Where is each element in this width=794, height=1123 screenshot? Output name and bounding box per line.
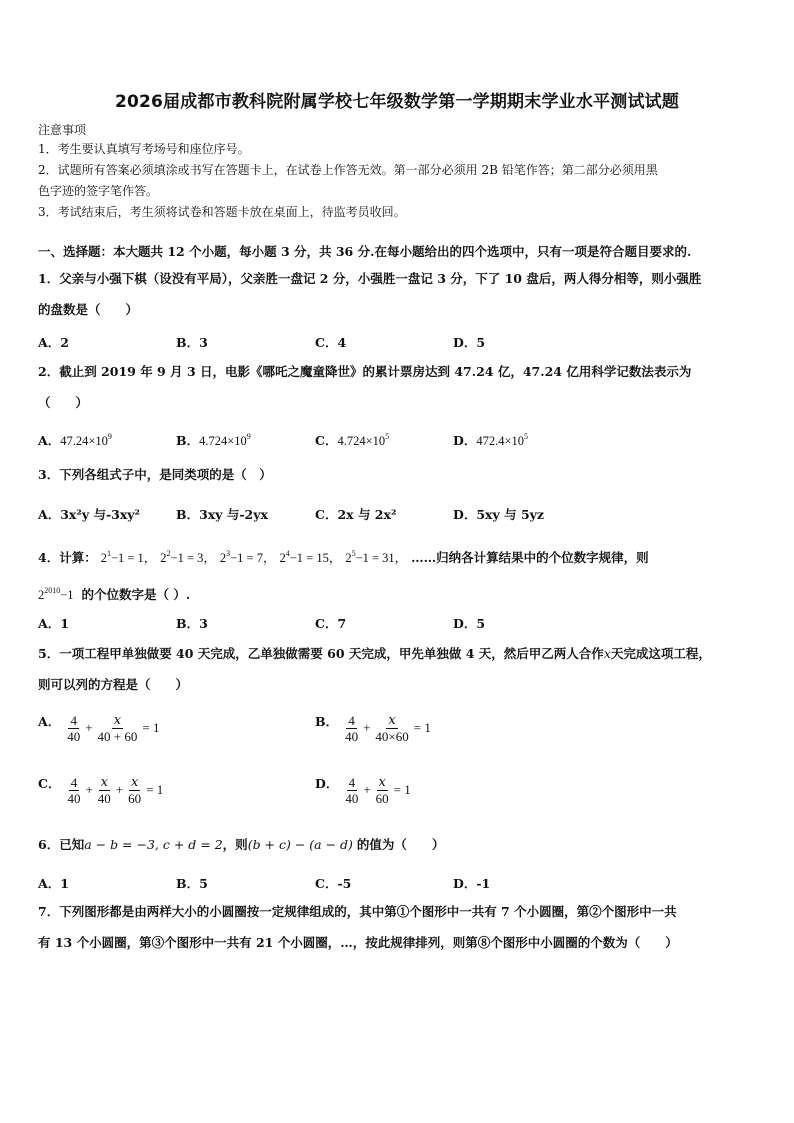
section-heading: 一、选择题：本大题共 12 个小题，每小题 3 分，共 36 分.在每小题给出的四个选项中，只有一项是符合题目要求的.	[38, 244, 692, 259]
question-4-text: 4．计算： $2^1-1 = 1$， $2^2-1 = 3$， $2^3-1 = 7$， $2^4-1 = 15$， $2^5-1 = 31$， ……归纳各计算结果中的个位数字规律，则	[38, 549, 649, 565]
question-1-text-cont: 的盘数是（ ）	[38, 302, 139, 317]
question-7-text: 7．下列图形都是由两样大小的小圆圈按一定规律组成的，其中第①个图形中一共有 7 个小圆圈，第②个图形中一共	[38, 904, 677, 919]
q2-option-c: C．$4.724\times 10^5$	[315, 432, 390, 448]
notice-item: 1．考生要认真填写考场号和座位序号。	[38, 142, 250, 156]
question-4-text-cont: $2^{2010}-1$ 的个位数字是（ ）.	[38, 586, 191, 602]
q6-option-a: A．1	[38, 876, 69, 891]
question-5-text: 5．一项工程甲单独做要 40 天完成，乙单独做需要 60 天完成，甲先单独做 4 天，然后甲乙两人合作x天完成这项工程，	[38, 646, 711, 661]
q6-option-c: C．-5	[315, 876, 352, 891]
exam-title: 2026届成都市教科院附属学校七年级数学第一学期期末学业水平测试试题	[114, 92, 680, 112]
q1-option-c: C．4	[315, 335, 347, 350]
q3-option-b: B．3xy 与-2yx	[176, 507, 268, 522]
q4-item: $2^3-1 = 7$，	[219, 549, 276, 565]
q3-option-c: C．2x 与 2x²	[315, 507, 397, 522]
q4-item: $2^2-1 = 3$，	[160, 549, 216, 565]
q4-item: $2^1-1 = 1$，	[100, 549, 157, 565]
q2-option-b: B．$4.724\times 10^9$	[176, 432, 251, 448]
notice-item: 色字迹的签字笔作答。	[38, 184, 159, 198]
q2-option-a: A．$47.24\times 10^9$	[38, 432, 112, 448]
question-2-text-cont: （ ）	[38, 395, 89, 410]
q6-option-d: D．-1	[453, 876, 491, 891]
q6-option-b: B．5	[176, 876, 208, 891]
question-5-text-cont: 则可以列的方程是（ ）	[38, 677, 189, 692]
q4-item: $2^5-1 = 31$，	[345, 549, 408, 565]
notice-item: 3．考试结束后，考生须将试卷和答题卡放在桌面上，待监考员收回。	[38, 205, 406, 219]
question-6-text: 6．已知a − b = −3, c + d = 2，则(b + c) − (a − d) 的值为（ ）	[38, 837, 445, 852]
q1-option-a: A．2	[38, 335, 69, 350]
q3-option-a: A．3x²y 与-3xy²	[38, 507, 141, 522]
q1-option-d: D．5	[453, 335, 486, 350]
q5-option-c: C． $\frac{4}{40}$ + $\frac{x}{40}$ + $\frac{x}{60}$ = 1	[38, 774, 164, 806]
question-3-text: 3．下列各组式子中，是同类项的是（ ）	[38, 467, 272, 482]
q5-option-a: A． $\frac{4}{40}$ + $\frac{x}{40 + 60}$ = 1	[38, 712, 160, 744]
question-1-text: 1．父亲与小强下棋（设没有平局），父亲胜一盘记 2 分，小强胜一盘记 3 分，下了 10 盘后，两人得分相等，则小强胜	[38, 271, 702, 286]
q3-option-d: D．5xy 与 5yz	[453, 507, 545, 522]
q2-option-d: D．$472.4\times 10^5$	[453, 432, 529, 448]
q5-option-b: B． $\frac{4}{40}$ + $\frac{x}{40\times 60}$ = 1	[315, 712, 431, 744]
q5-option-d: D． $\frac{4}{40}$ + $\frac{x}{60}$ = 1	[315, 774, 411, 806]
q4-option-a: A．1	[38, 616, 69, 631]
notice-heading: 注意事项	[38, 123, 87, 137]
q4-option-c: C．7	[315, 616, 347, 631]
notice-item: 2．试题所有答案必须填涂或书写在答题卡上，在试卷上作答无效。第一部分必须用 2B 铅笔作答；第二部分必须用黑	[38, 163, 658, 177]
q4-option-b: B．3	[176, 616, 208, 631]
question-2-text: 2．截止到 2019 年 9 月 3 日，电影《哪吒之魔童降世》的累计票房达到 47.24 亿，47.24 亿用科学记数法表示为	[38, 364, 692, 379]
question-7-text-cont: 有 13 个小圆圈，第③个图形中一共有 21 个小圆圈，…，按此规律排列，则第⑧个图形中小圆圈的个数为（ ）	[38, 935, 678, 950]
q1-option-b: B．3	[176, 335, 208, 350]
q4-item: $2^4-1 = 15$，	[279, 549, 342, 565]
q4-option-d: D．5	[453, 616, 486, 631]
